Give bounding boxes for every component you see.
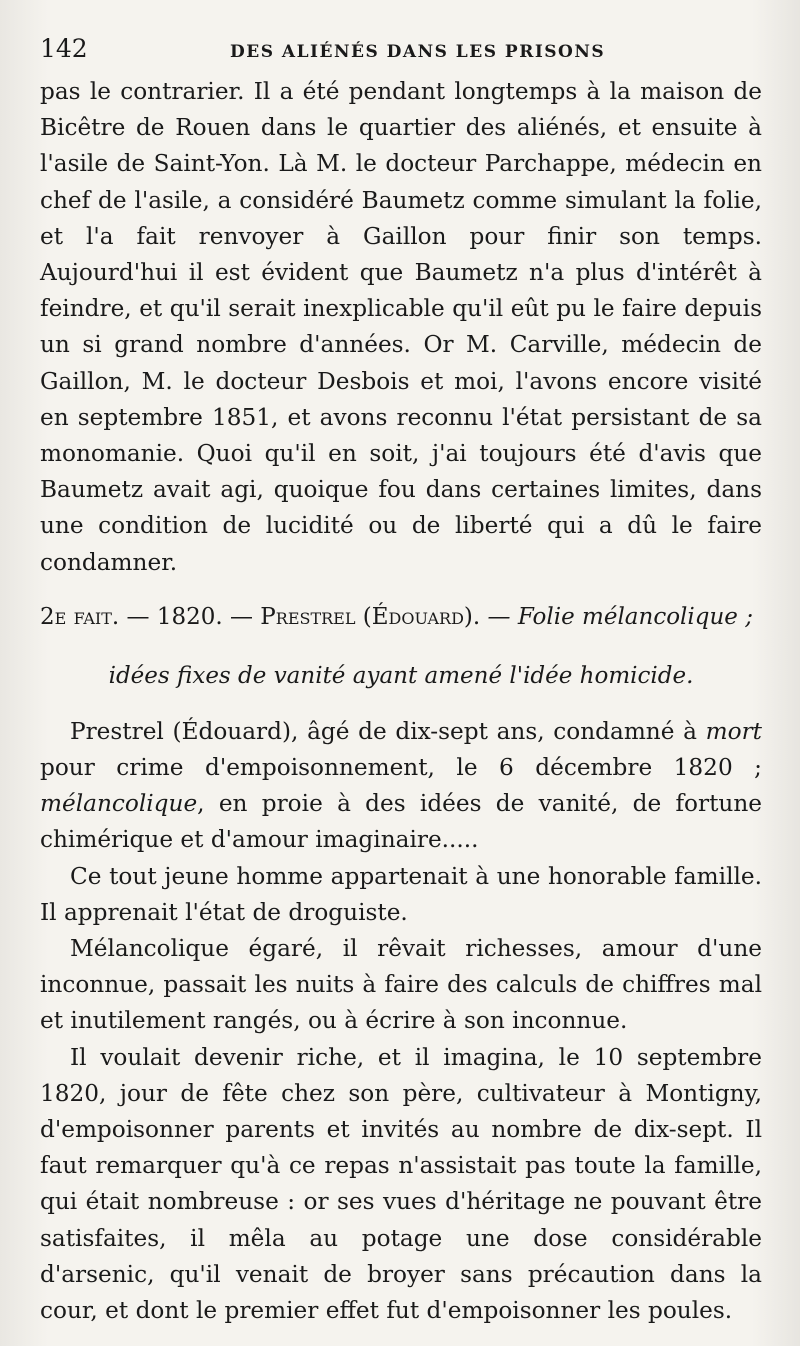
word-melancolique: mélancolique (40, 790, 198, 818)
case-year: — 1820. — (126, 603, 253, 630)
paragraph-family: Ce tout jeune homme appartenait à une honorable famille. Il apprenait l'état de droguiste. (40, 862, 762, 926)
paragraph-prestrel (40, 714, 762, 859)
case-heading (40, 599, 762, 635)
paragraph-poisoning: Il voulait devenir riche, et il imagina, le 10 septembre 1820, jour de fête chez son père, cultivateur à Montigny, d'empoisonner parents et invités au nombre de dix-sept. Il faut remarquer qu'à ce repas n'assistait pas toute la famille, qui était nombreuse : or ses vues d'héritage ne pouvant être satisfaites, il mêla au potage une dose considérable d'arsenic, qu'il venait de broyer sans précaution dans la cour, et dont le premier effet fut d'empoisonner les poules. (40, 1043, 762, 1325)
paragraph-continuation: pas le contrarier. Il a été pendant longtemps à la maison de Bicêtre de Rouen dans le quartier des aliénés, et ensuite à l'asile de Saint-Yon. Là M. le docteur Parchappe, médecin en chef de l'asile, a considéré Baumetz comme simulant la folie, et l'a fait renvoyer à Gaillon pour finir son temps. Aujourd'hui il est évident que Baumetz n'a plus d'intérêt à feindre, et qu'il serait inexplicable qu'il eût pu le faire depuis un si grand nombre d'années. Or M. Carville, médecin de Gaillon, M. le docteur Desbois et moi, l'avons encore visité en septembre 1851, et avons reconnu l'état persistant de sa monomanie. Quoi qu'il en soit, j'ai toujours été d'avis que Baumetz avait agi, quoique fou dans certaines limites, dans une condition de lucidité ou de liberté qui a dû le faire condamner. (40, 78, 762, 576)
paragraph-prestrel-part2: pour crime d'empoisonnement, le 6 décembre 1820 ; (40, 754, 762, 782)
body-text (40, 74, 762, 1329)
case-diagnosis: — Folie mélancolique ; (487, 603, 753, 630)
paragraph-prestrel-part3: , en proie à des idées de vanité, de fortune chimérique et d'amour imaginaire..... (40, 790, 762, 854)
word-mort: mort (705, 717, 762, 745)
paragraph-prestrel-part1: Prestrel (Édouard), âgé de dix-sept ans, condamné à (70, 717, 706, 745)
case-label: 2e fait. (40, 603, 120, 630)
page-number: 142 (40, 34, 88, 63)
page-header (40, 34, 762, 74)
running-title: DES ALIÉNÉS DANS LES PRISONS (230, 42, 606, 62)
case-subtitle: idées fixes de vanité ayant amené l'idée homicide. (108, 662, 694, 689)
case-name: Prestrel (Édouard). (260, 603, 481, 630)
paragraph-melancholy: Mélancolique égaré, il rêvait richesses, amour d'une inconnue, passait les nuits à faire des calculs de chiffres mal et inutilement rangés, ou à écrire à son inconnue. (40, 935, 762, 1035)
